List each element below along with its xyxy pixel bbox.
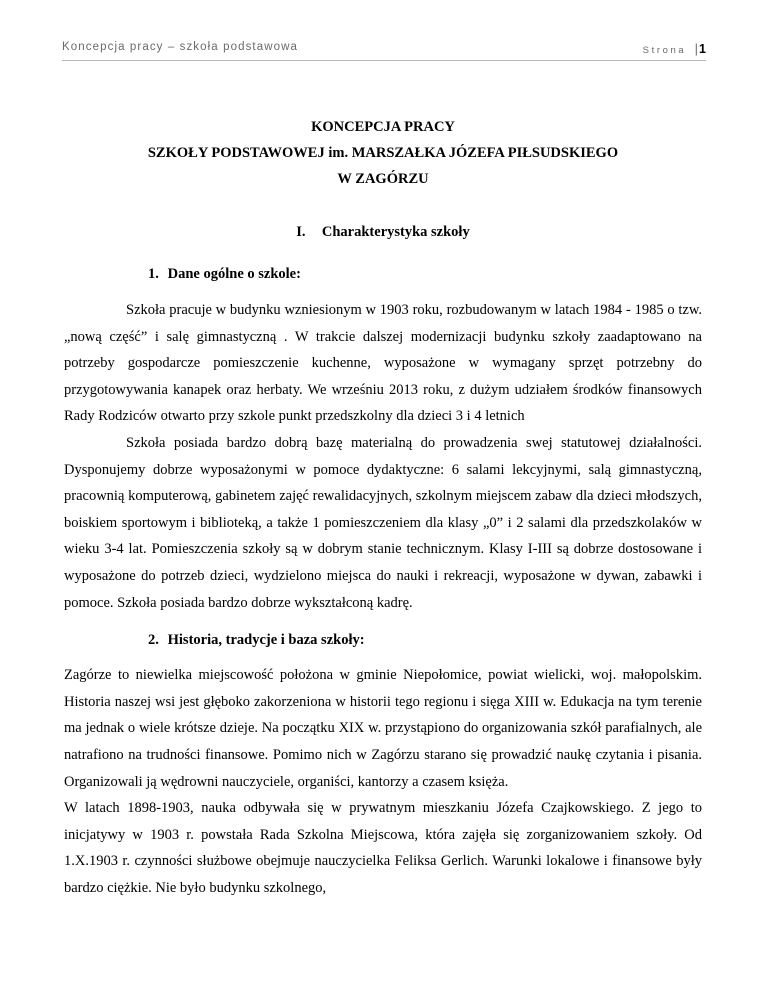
subsection-heading-2 bbox=[64, 630, 702, 650]
section-heading bbox=[64, 222, 702, 242]
subsection-heading-1 bbox=[64, 264, 702, 284]
paragraph: W latach 1898-1903, nauka odbywała się w prywatnym mieszkaniu Józefa Czajkowskiego. Z jego to inicjatywy w 1903 r. powstała Rada Szkolna Miejscowa, która zajęła się zorganizowaniem szkoły. Od 1.X.1903 r. czynności służbowe obejmuje nauczycielka Feliksa Gerlich. Warunki lokalowe i finansowe były bardzo ciężkie. Nie było budynku szkolnego, bbox=[64, 800, 702, 896]
page-header bbox=[62, 38, 706, 61]
header-page-info bbox=[643, 41, 706, 56]
document-title-line-2: SZKOŁY PODSTAWOWEJ im. MARSZAŁKA JÓZEFA PIŁSUDSKIEGO bbox=[147, 145, 619, 161]
section-number: I. bbox=[296, 224, 306, 240]
header-page-separator: | bbox=[694, 41, 700, 56]
header-document-title: Koncepcja pracy – szkoła podstawowa bbox=[62, 41, 299, 53]
document-title-line-3: W ZAGÓRZU bbox=[337, 171, 429, 187]
subsection-number-1: 1. bbox=[148, 266, 159, 282]
document-body bbox=[64, 114, 702, 901]
subsection-title-1: Dane ogólne o szkole: bbox=[167, 266, 301, 282]
subsection-title-2: Historia, tradycje i baza szkoły: bbox=[167, 632, 365, 649]
paragraph: Zagórze to niewielka miejscowość położona w gminie Niepołomice, powiat wielicki, woj. małopolskim. Historia naszej wsi jest głęboko zakorzeniona w historii tego regionu i sięga XIII w. Edukacja na tym terenie ma jednak o wiele krótsze dzieje. Na początku XIX w. przystąpiono do organizowania szkół parafialnych, ale natrafiono na trudności finansowe. Pomimo nich w Zagórzu starano się prowadzić naukę czytania i pisania. Organizowali ją wędrowni nauczyciele, organiści, kantorzy a czasem księża. bbox=[64, 667, 702, 790]
document-title-line-1: KONCEPCJA PRACY bbox=[311, 119, 455, 135]
paragraph: Szkoła pracuje w budynku wzniesionym w 1903 roku, rozbudowanym w latach 1984 - 1985 o tzw. „nową część” i salę gimnastyczną . W trakcie dalszej modernizacji budynku szkoły zaadaptowano na potrzeby gospodarcze pomieszczenie kuchenne, wyposażone w wymagany sprzęt potrzebny do przygotowywania kanapek oraz herbaty. We wrześniu 2013 roku, z dużym udziałem środków finansowych Rady Rodziców otwarto przy szkole punkt przedszkolny dla dzieci 3 i 4 letnich bbox=[64, 302, 702, 425]
header-page-label: Strona bbox=[642, 45, 687, 56]
section-title: Charakterystyka szkoły bbox=[321, 224, 470, 240]
paragraph: Szkoła posiada bardzo dobrą bazę materialną do prowadzenia swej statutowej działalności. Dysponujemy dobrze wyposażonymi w pomoce dydaktyczne: 6 salami lekcyjnymi, salą gimnastyczną, pracownią komputerową, gabinetem zajęć rewalidacyjnych, szkolnym miejscem zabaw dla dzieci młodszych, boiskiem sportowym i biblioteką, a także 1 pomieszczeniem dla klasy „0” i 2 salami dla przedszkolaków w wieku 3-4 lat. Pomieszczenia szkoły są w dobrym stanie technicznym. Klasy I-III są dobrze dostosowane i wyposażone do potrzeb dzieci, wydzielono miejsca do nauki i rekreacji, wyposażone w dywan, zabawki i pomoce. Szkoła posiada bardzo dobrze wykształconą kadrę. bbox=[64, 434, 702, 611]
header-page-number: 1 bbox=[699, 42, 706, 56]
subsection-number-2: 2. bbox=[148, 632, 159, 649]
